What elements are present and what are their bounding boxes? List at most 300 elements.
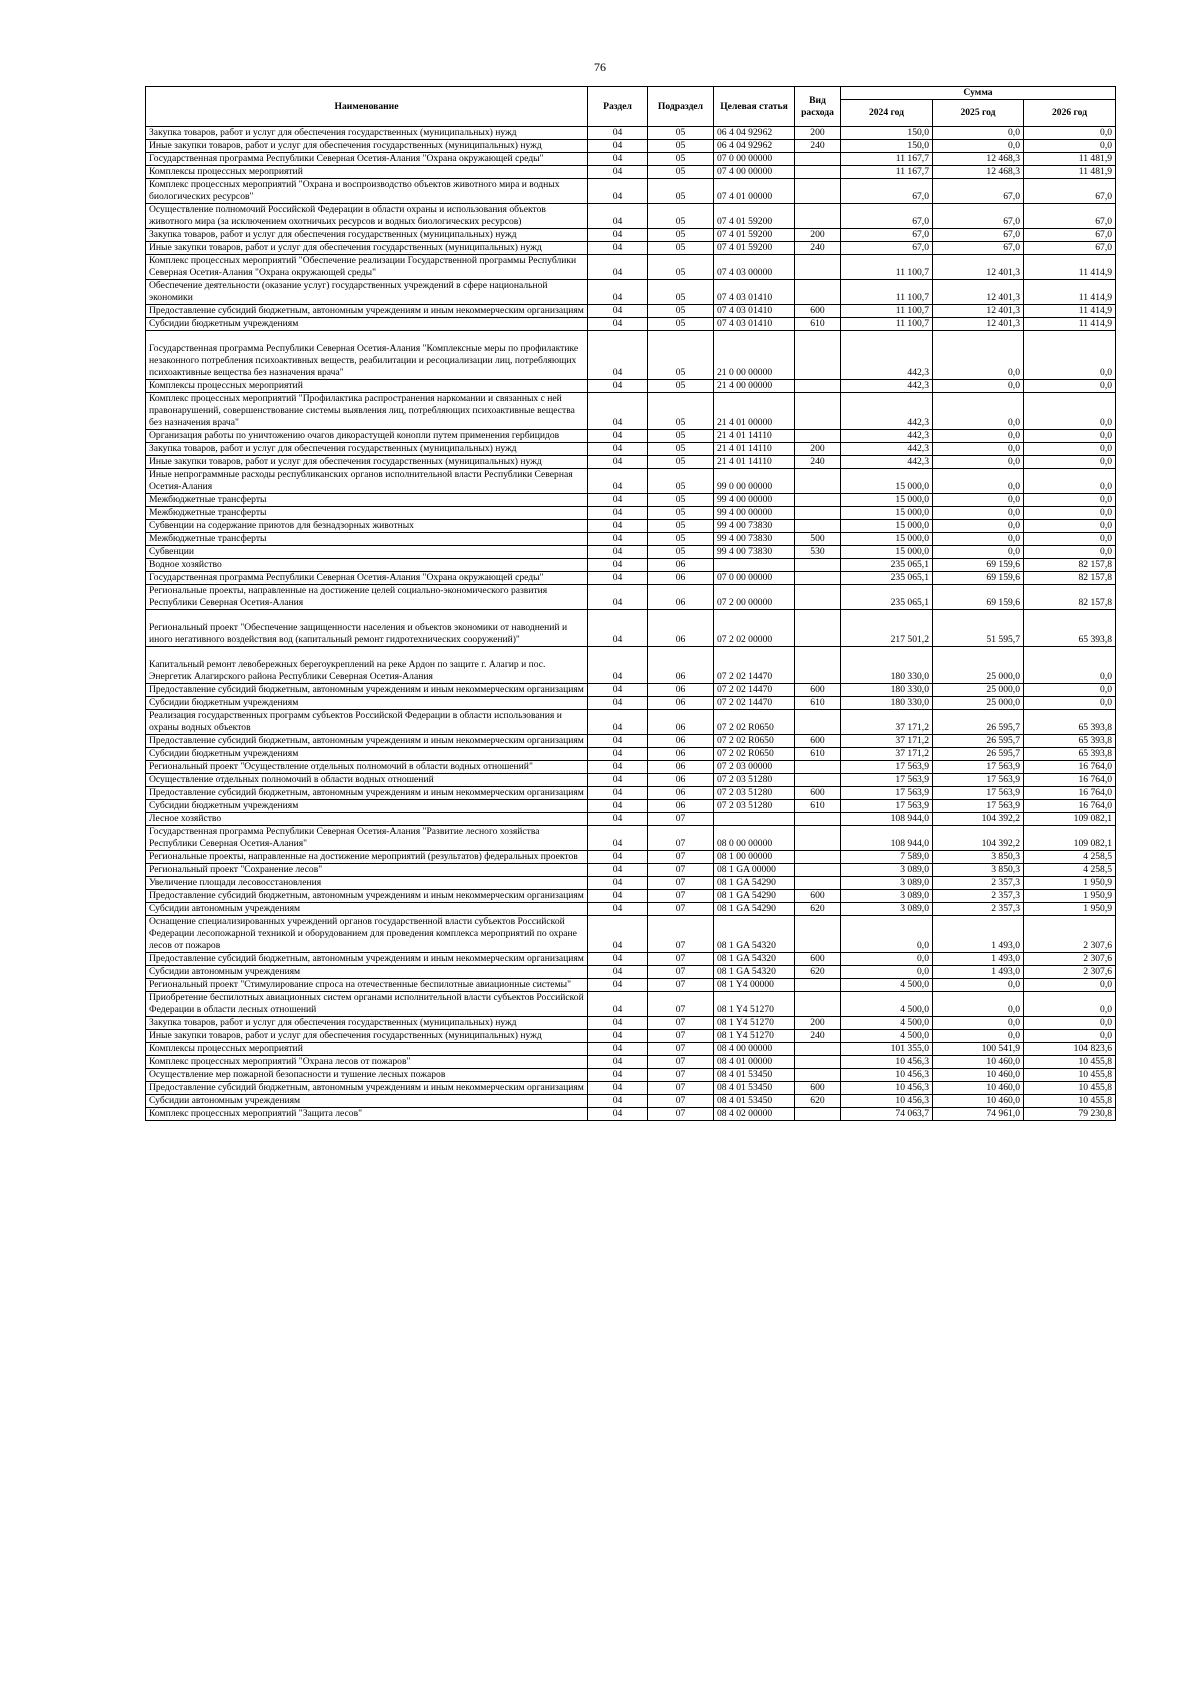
- row-section: 04: [588, 1056, 648, 1069]
- row-section: 04: [588, 229, 648, 242]
- row-subsection: 07: [648, 903, 714, 916]
- row-section: 04: [588, 979, 648, 992]
- table-row: [146, 585, 1116, 610]
- row-amount-2025: 69 159,6: [933, 572, 1024, 585]
- row-amount-2026: 11 481,9: [1024, 166, 1116, 179]
- table-row: [146, 204, 1116, 229]
- row-subsection: 07: [648, 1043, 714, 1056]
- row-expense: 610: [795, 800, 841, 813]
- row-name: Государственная программа Республики Северная Осетия-Алания "Охрана окружающей среды": [146, 153, 588, 166]
- row-amount-2026: 0,0: [1024, 140, 1116, 153]
- row-section: 04: [588, 647, 648, 684]
- table-row: [146, 953, 1116, 966]
- row-section: 04: [588, 533, 648, 546]
- header-2024: 2024 год: [841, 100, 933, 127]
- row-amount-2026: 0,0: [1024, 1017, 1116, 1030]
- row-expense: 240: [795, 242, 841, 255]
- row-amount-2026: 11 414,9: [1024, 280, 1116, 305]
- row-amount-2025: 0,0: [933, 507, 1024, 520]
- row-amount-2026: 4 258,5: [1024, 851, 1116, 864]
- row-amount-2025: 69 159,6: [933, 559, 1024, 572]
- row-target: 08 1 GA 54320: [714, 966, 795, 979]
- row-amount-2024: 10 456,3: [841, 1082, 933, 1095]
- row-amount-2025: 0,0: [933, 430, 1024, 443]
- row-amount-2024: 67,0: [841, 179, 933, 204]
- table-row: [146, 774, 1116, 787]
- table-row: [146, 903, 1116, 916]
- row-section: 04: [588, 787, 648, 800]
- row-target: 21 4 01 14110: [714, 443, 795, 456]
- row-amount-2026: 11 414,9: [1024, 305, 1116, 318]
- row-amount-2025: 0,0: [933, 979, 1024, 992]
- row-amount-2026: 0,0: [1024, 979, 1116, 992]
- row-amount-2026: 1 950,9: [1024, 903, 1116, 916]
- row-amount-2026: 109 082,1: [1024, 826, 1116, 851]
- row-amount-2024: 15 000,0: [841, 533, 933, 546]
- row-target: 08 1 GA 54290: [714, 890, 795, 903]
- row-subsection: 05: [648, 520, 714, 533]
- row-subsection: 05: [648, 507, 714, 520]
- row-target: 08 4 01 00000: [714, 1056, 795, 1069]
- row-amount-2026: 109 082,1: [1024, 813, 1116, 826]
- row-subsection: 05: [648, 305, 714, 318]
- row-target: 08 1 00 00000: [714, 851, 795, 864]
- row-name: Комплекс процессных мероприятий "Профилактика распространения наркомании и связанных с ней правонарушений, совершенствование системы выявления лиц, потребляющих психоактивные вещества без назначения врача": [146, 393, 588, 430]
- row-name: Субсидии автономным учреждениям: [146, 1095, 588, 1108]
- row-amount-2024: 150,0: [841, 127, 933, 140]
- row-amount-2024: 442,3: [841, 456, 933, 469]
- row-subsection: 06: [648, 559, 714, 572]
- row-section: 04: [588, 1095, 648, 1108]
- row-amount-2025: 10 460,0: [933, 1095, 1024, 1108]
- row-amount-2025: 3 850,3: [933, 851, 1024, 864]
- row-amount-2024: 15 000,0: [841, 507, 933, 520]
- row-amount-2026: 1 950,9: [1024, 890, 1116, 903]
- row-section: 04: [588, 242, 648, 255]
- row-subsection: 07: [648, 1069, 714, 1082]
- row-subsection: 07: [648, 966, 714, 979]
- row-expense: [795, 851, 841, 864]
- row-amount-2026: 0,0: [1024, 684, 1116, 697]
- row-target: 21 4 01 14110: [714, 430, 795, 443]
- row-section: 04: [588, 507, 648, 520]
- row-amount-2026: 0,0: [1024, 456, 1116, 469]
- row-name: Межбюджетные трансферты: [146, 494, 588, 507]
- row-name: Предоставление субсидий бюджетным, автономным учреждениям и иным некоммерческим организациям: [146, 1082, 588, 1095]
- row-expense: [795, 864, 841, 877]
- table-row: [146, 761, 1116, 774]
- row-amount-2026: 67,0: [1024, 179, 1116, 204]
- row-target: 99 4 00 73830: [714, 546, 795, 559]
- row-name: Субсидии бюджетным учреждениям: [146, 697, 588, 710]
- row-amount-2024: 37 171,2: [841, 710, 933, 735]
- table-row: [146, 1069, 1116, 1082]
- row-section: 04: [588, 494, 648, 507]
- row-target: 07 2 03 51280: [714, 800, 795, 813]
- row-amount-2026: 0,0: [1024, 494, 1116, 507]
- row-amount-2024: 235 065,1: [841, 572, 933, 585]
- row-name: Субсидии автономным учреждениям: [146, 903, 588, 916]
- row-amount-2024: 17 563,9: [841, 800, 933, 813]
- row-target: 08 1 GA 54290: [714, 877, 795, 890]
- row-amount-2026: 16 764,0: [1024, 787, 1116, 800]
- row-subsection: 05: [648, 229, 714, 242]
- row-amount-2026: 0,0: [1024, 546, 1116, 559]
- row-amount-2025: 1 493,0: [933, 916, 1024, 953]
- table-row: [146, 787, 1116, 800]
- row-name: Региональные проекты, направленные на достижение целей социально-экономического развития Республики Северная Осетия-Алания: [146, 585, 588, 610]
- row-amount-2024: 10 456,3: [841, 1095, 933, 1108]
- table-row: [146, 469, 1116, 494]
- table-row: [146, 748, 1116, 761]
- row-amount-2025: 12 401,3: [933, 255, 1024, 280]
- table-row: [146, 443, 1116, 456]
- row-name: Государственная программа Республики Северная Осетия-Алания "Охрана окружающей среды": [146, 572, 588, 585]
- row-amount-2024: 17 563,9: [841, 774, 933, 787]
- row-expense: 200: [795, 443, 841, 456]
- row-section: 04: [588, 851, 648, 864]
- row-amount-2025: 12 401,3: [933, 305, 1024, 318]
- row-subsection: 06: [648, 710, 714, 735]
- row-section: 04: [588, 380, 648, 393]
- row-target: 07 2 03 51280: [714, 787, 795, 800]
- row-name: Закупка товаров, работ и услуг для обеспечения государственных (муниципальных) нужд: [146, 1017, 588, 1030]
- row-amount-2026: 0,0: [1024, 469, 1116, 494]
- row-expense: [795, 992, 841, 1017]
- row-amount-2026: 1 950,9: [1024, 877, 1116, 890]
- row-amount-2026: 79 230,8: [1024, 1108, 1116, 1121]
- row-name: Иные закупки товаров, работ и услуг для обеспечения государственных (муниципальных) нужд: [146, 242, 588, 255]
- row-expense: 600: [795, 735, 841, 748]
- row-target: 21 0 00 00000: [714, 331, 795, 380]
- table-row: [146, 1056, 1116, 1069]
- row-amount-2024: 11 167,7: [841, 153, 933, 166]
- row-subsection: 07: [648, 916, 714, 953]
- row-section: 04: [588, 153, 648, 166]
- row-section: 04: [588, 1108, 648, 1121]
- table-row: [146, 229, 1116, 242]
- row-amount-2024: 0,0: [841, 916, 933, 953]
- row-target: 99 4 00 73830: [714, 520, 795, 533]
- row-target: 08 1 GA 54320: [714, 953, 795, 966]
- row-name: Региональный проект "Обеспечение защищенности населения и объектов экономики от наводнений и иного негативного воздействия вод (капитальный ремонт гидротехнических сооружений)": [146, 610, 588, 647]
- row-amount-2025: 0,0: [933, 127, 1024, 140]
- row-name: Комплекс процессных мероприятий "Охрана лесов от пожаров": [146, 1056, 588, 1069]
- table-row: [146, 916, 1116, 953]
- row-amount-2026: 0,0: [1024, 443, 1116, 456]
- row-amount-2026: 0,0: [1024, 393, 1116, 430]
- row-amount-2025: 67,0: [933, 229, 1024, 242]
- row-amount-2024: 180 330,0: [841, 684, 933, 697]
- row-amount-2025: 0,0: [933, 140, 1024, 153]
- row-expense: 610: [795, 697, 841, 710]
- row-name: Осуществление отдельных полномочий в области водных отношений: [146, 774, 588, 787]
- row-target: 07 2 02 14470: [714, 684, 795, 697]
- row-target: [714, 559, 795, 572]
- header-sum: Сумма: [841, 87, 1116, 100]
- row-expense: [795, 393, 841, 430]
- row-section: 04: [588, 572, 648, 585]
- row-section: 04: [588, 179, 648, 204]
- row-amount-2026: 0,0: [1024, 1030, 1116, 1043]
- table-row: [146, 826, 1116, 851]
- row-subsection: 07: [648, 1030, 714, 1043]
- row-target: 08 0 00 00000: [714, 826, 795, 851]
- row-amount-2024: 108 944,0: [841, 826, 933, 851]
- row-subsection: 07: [648, 890, 714, 903]
- row-section: 04: [588, 469, 648, 494]
- row-name: Субвенции: [146, 546, 588, 559]
- table-row: [146, 430, 1116, 443]
- row-expense: [795, 916, 841, 953]
- row-name: Субсидии бюджетным учреждениям: [146, 800, 588, 813]
- row-amount-2025: 25 000,0: [933, 684, 1024, 697]
- row-target: 21 4 01 14110: [714, 456, 795, 469]
- row-amount-2025: 10 460,0: [933, 1069, 1024, 1082]
- row-amount-2026: 11 481,9: [1024, 153, 1116, 166]
- row-target: 07 2 02 00000: [714, 610, 795, 647]
- row-target: 07 4 03 01410: [714, 305, 795, 318]
- row-section: 04: [588, 331, 648, 380]
- table-row: [146, 127, 1116, 140]
- row-amount-2024: 17 563,9: [841, 787, 933, 800]
- row-amount-2025: 2 357,3: [933, 903, 1024, 916]
- row-amount-2025: 69 159,6: [933, 585, 1024, 610]
- row-amount-2025: 0,0: [933, 443, 1024, 456]
- row-amount-2025: 0,0: [933, 393, 1024, 430]
- table-row: [146, 140, 1116, 153]
- row-subsection: 05: [648, 179, 714, 204]
- row-section: 04: [588, 255, 648, 280]
- row-name: Осуществление полномочий Российской Федерации в области охраны и использования объектов животного мира (за исключением охотничьих ресурсов и водных биологических ресурсов): [146, 204, 588, 229]
- row-amount-2024: 10 456,3: [841, 1056, 933, 1069]
- row-expense: 600: [795, 305, 841, 318]
- row-amount-2024: 235 065,1: [841, 585, 933, 610]
- row-section: 04: [588, 684, 648, 697]
- row-amount-2025: 0,0: [933, 520, 1024, 533]
- row-subsection: 07: [648, 1017, 714, 1030]
- row-amount-2026: 11 414,9: [1024, 255, 1116, 280]
- row-target: 07 2 02 14470: [714, 647, 795, 684]
- row-expense: 620: [795, 903, 841, 916]
- row-subsection: 05: [648, 393, 714, 430]
- table-row: [146, 456, 1116, 469]
- row-target: 08 1 GA 54290: [714, 903, 795, 916]
- row-section: 04: [588, 520, 648, 533]
- row-section: 04: [588, 546, 648, 559]
- row-expense: [795, 331, 841, 380]
- table-row: [146, 647, 1116, 684]
- header-expense: Вид расхода: [795, 87, 841, 127]
- table-body: [146, 127, 1116, 1121]
- row-target: 07 2 02 R0650: [714, 710, 795, 735]
- row-target: 07 2 00 00000: [714, 585, 795, 610]
- row-amount-2026: 82 157,8: [1024, 585, 1116, 610]
- row-target: 07 2 02 14470: [714, 697, 795, 710]
- row-expense: [795, 761, 841, 774]
- row-expense: [795, 469, 841, 494]
- row-amount-2025: 0,0: [933, 469, 1024, 494]
- row-amount-2026: 4 258,5: [1024, 864, 1116, 877]
- row-amount-2026: 2 307,6: [1024, 966, 1116, 979]
- row-subsection: 07: [648, 1108, 714, 1121]
- row-expense: 600: [795, 890, 841, 903]
- row-expense: [795, 774, 841, 787]
- row-amount-2025: 67,0: [933, 204, 1024, 229]
- row-amount-2026: 0,0: [1024, 380, 1116, 393]
- row-name: Субсидии автономным учреждениям: [146, 966, 588, 979]
- row-amount-2024: 101 355,0: [841, 1043, 933, 1056]
- row-name: Закупка товаров, работ и услуг для обеспечения государственных (муниципальных) нужд: [146, 229, 588, 242]
- row-section: 04: [588, 1017, 648, 1030]
- table-row: [146, 280, 1116, 305]
- row-section: 04: [588, 610, 648, 647]
- row-amount-2025: 2 357,3: [933, 877, 1024, 890]
- row-amount-2026: 67,0: [1024, 204, 1116, 229]
- row-amount-2026: 0,0: [1024, 331, 1116, 380]
- row-name: Увеличение площади лесовосстановления: [146, 877, 588, 890]
- row-expense: [795, 559, 841, 572]
- row-amount-2025: 10 460,0: [933, 1056, 1024, 1069]
- row-amount-2025: 17 563,9: [933, 774, 1024, 787]
- row-amount-2024: 442,3: [841, 380, 933, 393]
- table-row: [146, 166, 1116, 179]
- row-amount-2026: 0,0: [1024, 507, 1116, 520]
- row-expense: [795, 877, 841, 890]
- row-subsection: 05: [648, 127, 714, 140]
- table-row: [146, 1082, 1116, 1095]
- row-target: 07 4 01 59200: [714, 229, 795, 242]
- row-name: Региональные проекты, направленные на достижение мероприятий (результатов) федеральных проектов: [146, 851, 588, 864]
- row-amount-2025: 74 961,0: [933, 1108, 1024, 1121]
- row-target: 06 4 04 92962: [714, 140, 795, 153]
- row-subsection: 07: [648, 1095, 714, 1108]
- row-amount-2024: 0,0: [841, 966, 933, 979]
- row-target: 07 4 00 00000: [714, 166, 795, 179]
- row-expense: [795, 280, 841, 305]
- row-amount-2024: 74 063,7: [841, 1108, 933, 1121]
- row-name: Обеспечение деятельности (оказание услуг) государственных учреждений в сфере национальной экономики: [146, 280, 588, 305]
- row-amount-2026: 10 455,8: [1024, 1095, 1116, 1108]
- row-subsection: 05: [648, 153, 714, 166]
- row-name: Иные закупки товаров, работ и услуг для обеспечения государственных (муниципальных) нужд: [146, 1030, 588, 1043]
- row-target: 99 4 00 00000: [714, 507, 795, 520]
- row-amount-2024: 67,0: [841, 229, 933, 242]
- row-subsection: 05: [648, 469, 714, 494]
- row-section: 04: [588, 318, 648, 331]
- row-subsection: 05: [648, 533, 714, 546]
- row-amount-2025: 12 401,3: [933, 318, 1024, 331]
- table-row: [146, 255, 1116, 280]
- row-target: 21 4 00 00000: [714, 380, 795, 393]
- row-name: Лесное хозяйство: [146, 813, 588, 826]
- row-amount-2026: 0,0: [1024, 430, 1116, 443]
- table-row: [146, 153, 1116, 166]
- table-row: [146, 393, 1116, 430]
- table-row: [146, 507, 1116, 520]
- table-row: [146, 813, 1116, 826]
- row-amount-2025: 25 000,0: [933, 697, 1024, 710]
- row-name: Комплекс процессных мероприятий "Обеспечение реализации Государственной программы Республики Северная Осетия-Алания "Охрана окружающей среды": [146, 255, 588, 280]
- row-amount-2026: 0,0: [1024, 992, 1116, 1017]
- row-amount-2026: 0,0: [1024, 127, 1116, 140]
- row-amount-2026: 11 414,9: [1024, 318, 1116, 331]
- row-subsection: 06: [648, 800, 714, 813]
- row-amount-2025: 0,0: [933, 546, 1024, 559]
- row-expense: 600: [795, 684, 841, 697]
- row-amount-2025: 0,0: [933, 533, 1024, 546]
- row-subsection: 06: [648, 735, 714, 748]
- row-name: Иные закупки товаров, работ и услуг для обеспечения государственных (муниципальных) нужд: [146, 456, 588, 469]
- row-expense: [795, 166, 841, 179]
- row-section: 04: [588, 1082, 648, 1095]
- row-amount-2026: 16 764,0: [1024, 774, 1116, 787]
- row-amount-2024: 442,3: [841, 393, 933, 430]
- row-amount-2026: 65 393,8: [1024, 710, 1116, 735]
- row-amount-2024: 442,3: [841, 443, 933, 456]
- row-name: Закупка товаров, работ и услуг для обеспечения государственных (муниципальных) нужд: [146, 443, 588, 456]
- row-amount-2026: 82 157,8: [1024, 559, 1116, 572]
- row-expense: [795, 204, 841, 229]
- row-amount-2026: 2 307,6: [1024, 953, 1116, 966]
- row-section: 04: [588, 826, 648, 851]
- row-expense: 240: [795, 456, 841, 469]
- row-name: Водное хозяйство: [146, 559, 588, 572]
- row-subsection: 05: [648, 204, 714, 229]
- table-row: [146, 1108, 1116, 1121]
- table-row: [146, 494, 1116, 507]
- row-expense: [795, 179, 841, 204]
- row-target: 08 1 Y4 51270: [714, 992, 795, 1017]
- row-subsection: 05: [648, 242, 714, 255]
- row-name: Региональный проект "Сохранение лесов": [146, 864, 588, 877]
- row-subsection: 05: [648, 318, 714, 331]
- row-subsection: 06: [648, 572, 714, 585]
- row-expense: 610: [795, 318, 841, 331]
- row-expense: [795, 507, 841, 520]
- row-amount-2026: 65 393,8: [1024, 610, 1116, 647]
- row-target: 99 4 00 73830: [714, 533, 795, 546]
- table-row: [146, 380, 1116, 393]
- row-name: Предоставление субсидий бюджетным, автономным учреждениям и иным некоммерческим организациям: [146, 953, 588, 966]
- row-name: Иные закупки товаров, работ и услуг для обеспечения государственных (муниципальных) нужд: [146, 140, 588, 153]
- table-row: [146, 242, 1116, 255]
- row-subsection: 06: [648, 684, 714, 697]
- row-amount-2025: 100 541,9: [933, 1043, 1024, 1056]
- row-amount-2024: 15 000,0: [841, 546, 933, 559]
- page-number: 76: [594, 60, 606, 74]
- row-amount-2025: 17 563,9: [933, 800, 1024, 813]
- row-subsection: 07: [648, 864, 714, 877]
- row-amount-2026: 10 455,8: [1024, 1069, 1116, 1082]
- row-amount-2025: 0,0: [933, 380, 1024, 393]
- row-amount-2026: 0,0: [1024, 697, 1116, 710]
- row-amount-2024: 37 171,2: [841, 735, 933, 748]
- row-name: Реализация государственных программ субъектов Российской Федерации в области использования и охраны водных объектов: [146, 710, 588, 735]
- row-expense: 600: [795, 1082, 841, 1095]
- row-amount-2025: 26 595,7: [933, 735, 1024, 748]
- row-expense: [795, 979, 841, 992]
- row-amount-2026: 67,0: [1024, 229, 1116, 242]
- row-amount-2024: 67,0: [841, 204, 933, 229]
- row-amount-2024: 108 944,0: [841, 813, 933, 826]
- row-amount-2026: 0,0: [1024, 647, 1116, 684]
- table-row: [146, 966, 1116, 979]
- row-amount-2024: 3 089,0: [841, 864, 933, 877]
- row-amount-2025: 1 493,0: [933, 953, 1024, 966]
- row-amount-2024: 3 089,0: [841, 903, 933, 916]
- row-amount-2024: 4 500,0: [841, 1017, 933, 1030]
